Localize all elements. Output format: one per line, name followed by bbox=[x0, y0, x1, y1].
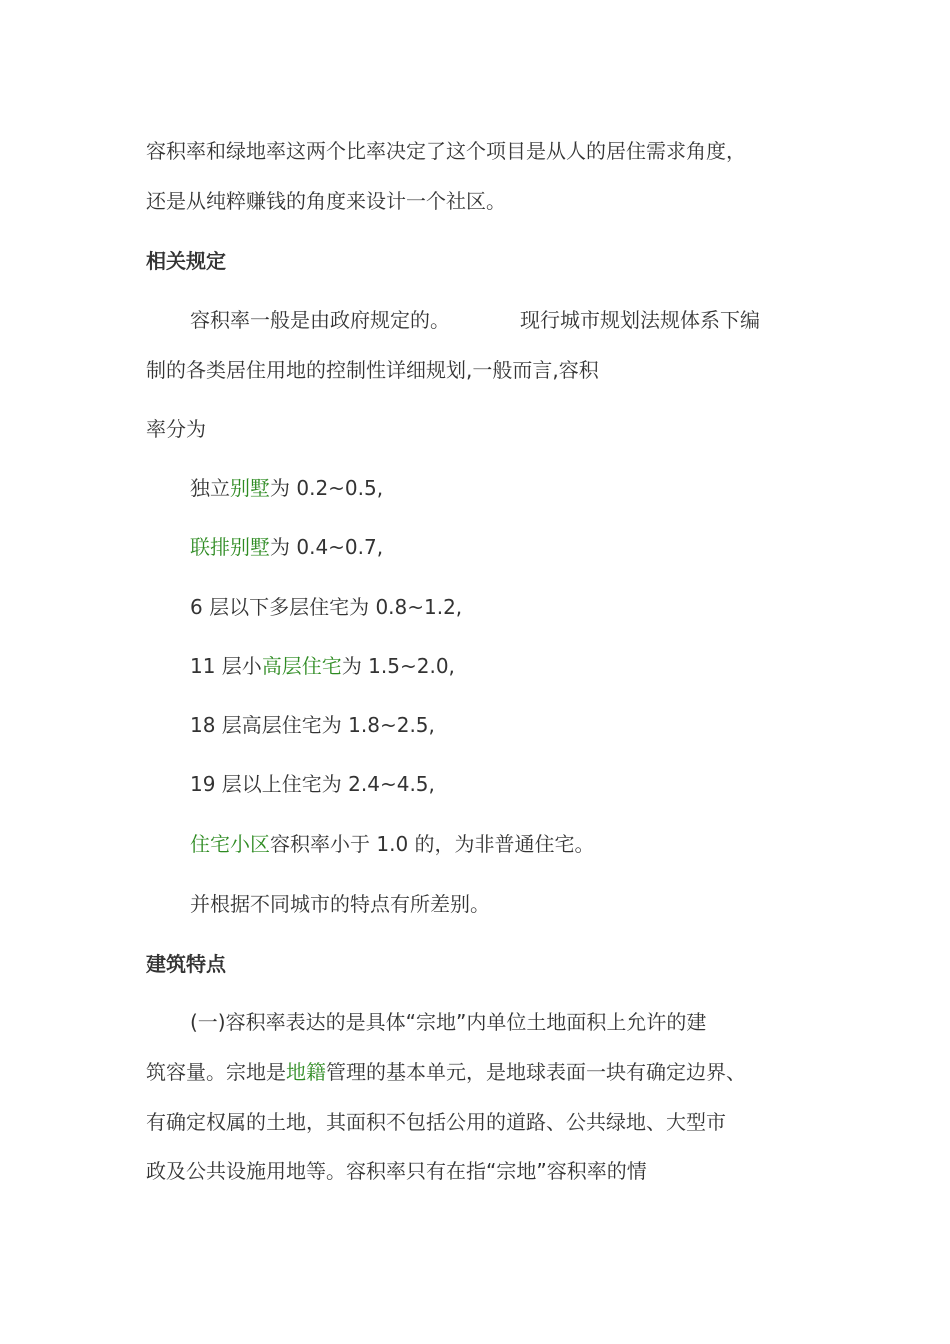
paragraph-line: 有确定权属的土地，其面积不包括公用的道路、公共绿地、大型市 bbox=[146, 1110, 726, 1134]
list-item-text: 11 层小 bbox=[190, 654, 262, 678]
list-item bbox=[190, 533, 383, 561]
paragraph-line: 制的各类居住用地的控制性详细规划,一般而言,容积 bbox=[146, 358, 599, 382]
intro-line-1: 容积率和绿地率这两个比率决定了这个项目是从人的居住需求角度， bbox=[146, 139, 746, 163]
link-residential-district[interactable]: 住宅小区 bbox=[190, 832, 270, 856]
list-item: 6 层以下多层住宅为 0.8~1.2, bbox=[190, 595, 463, 619]
section-heading-regulations: 相关规定 bbox=[146, 249, 226, 273]
link-townhouse[interactable]: 联排别墅 bbox=[190, 535, 270, 559]
paragraph-text: 筑容量。宗地是 bbox=[146, 1060, 286, 1084]
list-item: 19 层以上住宅为 2.4~4.5, bbox=[190, 772, 435, 796]
paragraph-text: 管理的基本单元，是地球表面一块有确定边界、 bbox=[326, 1060, 746, 1084]
paragraph-line: 率分为 bbox=[146, 417, 206, 441]
paragraph-text: 容积率一般是由政府规定的。 bbox=[190, 308, 450, 332]
link-high-rise[interactable]: 高层住宅 bbox=[261, 654, 342, 678]
link-cadastre[interactable]: 地籍 bbox=[286, 1060, 326, 1084]
list-item-text: 独立 bbox=[190, 476, 230, 500]
paragraph-text: 现行城市规划法规体系下编 bbox=[520, 308, 760, 332]
paragraph-line bbox=[190, 306, 760, 334]
list-item bbox=[190, 830, 595, 858]
list-item-text: 为 0.2~0.5, bbox=[270, 476, 384, 500]
paragraph-line bbox=[146, 1058, 746, 1086]
list-item-text: 为 0.4~0.7, bbox=[270, 535, 384, 559]
paragraph-line: (一)容积率表达的是具体“宗地”内单位土地面积上允许的建 bbox=[190, 1010, 707, 1034]
intro-line-2: 还是从纯粹赚钱的角度来设计一个社区。 bbox=[146, 189, 506, 213]
section-heading-features: 建筑特点 bbox=[146, 952, 226, 976]
list-item bbox=[190, 652, 455, 680]
list-item-text: 容积率小于 1.0 的，为非普通住宅。 bbox=[270, 832, 595, 856]
list-item: 18 层高层住宅为 1.8~2.5, bbox=[190, 713, 435, 737]
paragraph-line: 并根据不同城市的特点有所差别。 bbox=[190, 892, 490, 916]
list-item bbox=[190, 474, 383, 502]
paragraph-line: 政及公共设施用地等。容积率只有在指“宗地”容积率的情 bbox=[146, 1159, 647, 1183]
list-item-text: 为 1.5~2.0, bbox=[341, 654, 455, 678]
link-villa[interactable]: 别墅 bbox=[230, 476, 270, 500]
